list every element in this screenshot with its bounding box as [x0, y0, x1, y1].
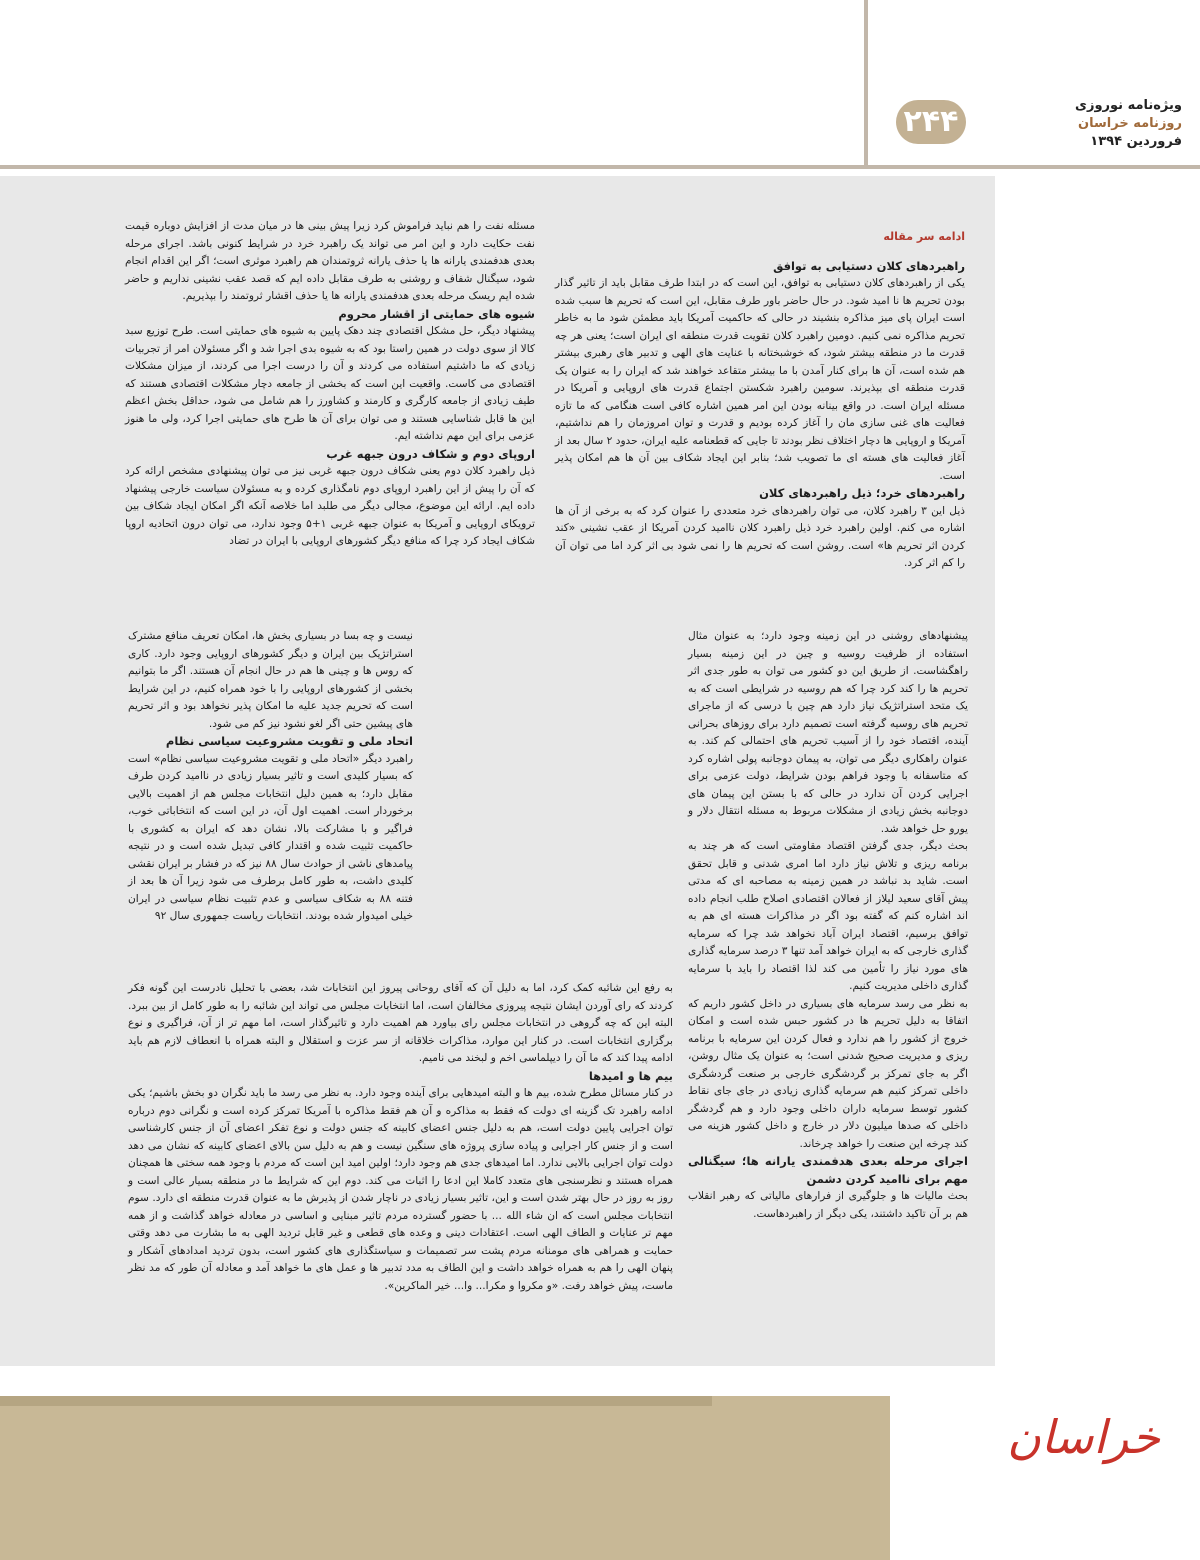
paragraph: در کنار مسائل مطرح شده، بیم ها و البته امیدهایی برای آینده وجود دارد. به نظر می رسد ما باید نگران دو بخش باشیم؛ یکی ادامه راهبرد تک گزینه ای دولت که فقط به مذاکره و آن هم فقط مذاکره با آمریکا تمرکز کرده است و نگرانی دوم درباره توان اجرایی پایین دولت است، هم به دلیل جنس اعضای کابینه که جنس دولت و نوع تفکر اعضای آن از جنس کارشناسی است و از جنس کار اجرایی و پیاده سازی پروژه های سنگین نیست و هم به دلیل سن بالای اعضای کابینه که نشان می دهد دولت توان اجرایی بالایی ندارد. اما امیدهای جدی هم وجود دارد؛ اولین امید این است که مردم با وجود همه سختی ها همچنان همراه هستند و نظرسنجی های متعدد کاملا این ادعا را اثبات می کند. دوم این که شرایط ما در منطقه بسیار عالی است و روز به روز در حال بهتر شدن است و این، تاثیر بسیار زیادی در ناچار شدن از پذیرش ما به عنوان قدرت منطقه ای دارد. سوم انتخابات مجلس است که ان شاء الله ... با حضور گسترده مردم تاثیر مبنایی و اساسی در معادله خواهد گذاشت و از همه مهم تر عنایات و الطاف الهی است. اعتقادات دینی و وعده های قطعی و غیر قابل تردید الهی به ما بشارت می دهد وقتی حمایت و همراهی های مومنانه مردم پشت سر تصمیمات و سیاستگذاری های کشور است، بدون تردید امدادهای آشکار و پنهان الهی را هم به همراه خواهد داشت و این الطاف به مدد تدبیر ها و عمل های ما خواهد آمد و معادله آن طور که مد نظر ماست، پیش خواهد رفت. «و مکروا و مکرا... وا... خیر الماکرین». — [128, 1087, 673, 1292]
section-heading: راهبردهای خرد؛ ذیل راهبردهای کلان — [759, 486, 965, 500]
footer-band — [0, 1396, 890, 1560]
newspaper-name: روزنامه خراسان — [1078, 116, 1182, 131]
paragraph: یکی از راهبردهای کلان دستیابی به توافق، این است که در ابتدا طرف مقابل باید از تاثیر گذار بودن تحریم ها نا امید شود. در حال حاضر باور طرف مقابل، این است که تحریم ها سبب شده است ایران پای میز مذاکره بنشیند در حالی که حاکمیت آمریکا باید مطمئن شود ما به خاطر تحریم مذاکره نمی کنیم. دومین راهبرد کلان تقویت قدرت منطقه ای ایران است؛ یعنی هر چه قدرت ما در منطقه بیشتر شود، که خوشبختانه با عنایت های الهی و تدبیر های رهبری بیشتر هم شده است، آن ها برای کنار آمدن با ما بیشتر متقاعد خواهند شد که ایران را به عنوان یک قدرت منطقه ای بپذیرند. سومین راهبرد شکستن اجتماع قدرت های اروپایی و آمریکا در مسئله ایران است. در واقع بینانه بودن این امر همین اشاره کافی است هنگامی که ما تازه فعالیت های غنی سازی مان را آغاز کرده بودیم و قدرت و توان امروزمان را هم نداشتیم، آمریکا و اروپایی ها دچار اختلاف نظر بودند تا جایی که قطعنامه علیه ایران، حدود ۲ سال بعد از آغاز فعالیت های هسته ای ما تصویب شد؛ بنابر این ایجاد شکاف بین آن ها هم امکان پذیر است. — [555, 277, 965, 482]
continuation-kicker: ادامه سر مقاله — [883, 230, 965, 243]
paragraph: راهبرد دیگر «اتحاد ملی و تقویت مشروعیت سیاسی نظام» است که بسیار کلیدی است و تاثیر بسیار زیادی در ناامید کردن طرف مقابل دارد؛ به همین دلیل انتخابات مجلس هم از اهمیت بالایی برخوردار است. اهمیت اول آن، در این است که انتخاباتی خوب، فراگیر و با مشارکت بالا، نشان دهد که ایران به کشوری با حاکمیت تثبیت شده و اقتدار کافی تبدیل شده است و در نتیجه پیامدهای ناشی از حوادث سال ۸۸ نیز که در فشار بر ایران نقشی کلیدی داشت، به طور کامل برطرف می شود زیرا آن ها بعد از فتنه ۸۸ به شکاف سیاسی و عدم تثبیت نظام سیاسی در ایران خیلی امیدوار شده بودند. انتخابات ریاست جمهوری سال ۹۲ — [128, 752, 413, 922]
column-bottom-left — [128, 980, 673, 1295]
paragraph: پیشنهادهای روشنی در این زمینه وجود دارد؛ به عنوان مثال استفاده از ظرفیت روسیه و چین در این زمینه بسیار راهگشاست. از طریق این دو کشور می توان به طور جدی اثر تحریم ها را کند کرد چرا که هم روسیه در شرایطی است که به یک متحد استراتژیک نیاز دارد هم چین با درسی که از ماجرای تحریم های روسیه گرفته است تصمیم دارد برای روزهای بحرانی آینده، اقتصاد خود را از آسیب تحریم های احتمالی کم کند. به عنوان راهکاری دیگر می توان، به پیمان دوجانبه پولی اشاره کرد که متاسفانه با وجود فراهم بودن شرایط، دولت عزمی برای اجرایی کردن آن ندارد در حالی که با بستن این پیمان های دوجانبه بخش زیادی از مشکلات مربوط به مسئله انتقال دلار و یورو حل خواهد شد. — [688, 630, 968, 835]
section-heading: اروپای دوم و شکاف درون جبهه غرب — [326, 446, 535, 461]
section-heading: بیم ها و امیدها — [588, 1068, 673, 1083]
paragraph: بحث مالیات ها و جلوگیری از فرارهای مالیاتی که رهبر انقلاب هم بر آن تاکید داشتند، یکی دیگر از راهبردهاست. — [688, 1190, 968, 1220]
paragraph: نیست و چه بسا در بسیاری بخش ها، امکان تعریف منافع مشترک استراتژیک بین ایران و دیگر کشورهای اروپایی وجود دارد. کاری که روس ها و چینی ها هم در حال انجام آن هستند. اگر ما بتوانیم بخشی از کشورهای اروپایی را با خود همراه کنیم، در این شرایط است که تحریم جدید علیه ما امکان پذیر نخواهد بود و اثر تحریم های پیشین حتی اگر لغو نشود نیز کم می شود. — [128, 630, 413, 730]
paragraph: به نظر می رسد سرمایه های بسیاری در داخل کشور داریم که اتفاقا به دلیل تحریم ها در کشور حبس شده است و امکان خروج از کشور را هم ندارد و فعال کردن این سرمایه با برنامه ریزی و مدیریت صحیح شدنی است؛ به عنوان یک مثال روشن، اگر به جای تمرکز بر گردشگری خارجی بر صنعت گردشگری داخلی تمرکز کنیم هم سرمایه گذاری زیادی در جای جای نقاط کشور توسط سرمایه داران داخلی وجود دارد و هم گردشگر داخلی که صدها میلیون دلار در خارج و داخل کشور هزینه می کند چرخه این صنعت را خواهد چرخاند. — [688, 997, 968, 1150]
column-right-middle — [688, 628, 968, 1223]
paragraph: پیشنهاد دیگر، حل مشکل اقتصادی چند دهک پایین به شیوه های حمایتی است. طرح توزیع سبد کالا از سوی دولت در همین راستا بود که به شیوه بدی اجرا شد و اگر مسئولان امر از تجربیات زیادی که ما داشتیم استفاده می کردند و آن را درست اجرا می کردند، از میزان مشکلات اقتصادی می کاست. واقعیت این است که بخشی از جامعه دچار مشکلات اقتصادی هستند که طیف زیادی از جامعه کارگری و کارمند و کشاورز را هم شامل می شود، حداقل بخش اعظم این ها قابل شناسایی هستند و می توان برای آن ها طرح های حمایتی اجرا کرد، ولی ما هنوز عزمی برای این مهم نداشته ایم. — [125, 325, 535, 442]
footer-shadow — [0, 1396, 712, 1406]
section-heading: اتحاد ملی و تقویت مشروعیت سیاسی نظام — [165, 734, 413, 748]
paragraph: مسئله نفت را هم نباید فراموش کرد زیرا پیش بینی ها در میان مدت از افزایش دوباره قیمت نفت حکایت دارد و این امر می تواند یک راهبرد خرد در شرایط کنونی باشد. اجرای مرحله بعدی هدفمندی یارانه ها یا حذف یارانه ثروتمندان هم راهبرد موثری است؛ اگر این اقدام انجام شود، سیگنال شفاف و روشنی به طرف مقابل داده ایم که قصد عقب نشینی نداریم و حاضر شده ایم ریسک مرحله بعدی هدفمندی یارانه ها یا حذف اقشار ثروتمند را بپذیریم. — [125, 220, 535, 302]
section-heading: شیوه های حمایتی از اقشار محروم — [338, 306, 535, 321]
issue-date: فروردین ۱۳۹۴ — [1090, 134, 1182, 149]
page-number: ۲۴۴ — [896, 100, 966, 144]
column-right-top — [555, 228, 965, 573]
newspaper-logo: خراسان — [1007, 1410, 1160, 1464]
paragraph: ذیل راهبرد کلان دوم یعنی شکاف درون جبهه غربی نیز می توان پیشنهادی مشخص ارائه کرد که آن را پیش از این راهبرد اروپای دوم نامگذاری کرده و به مسئولان سیاست خارجی پیشنهاد داده ایم. ارائه این موضوع، مجالی دیگر می طلبد اما خلاصه آنکه اگر امکان ایجاد شکاف بین ترویکای اروپایی و آمریکا به عنوان جبهه غربی ۱+۵ وجود ندارد، می توان درون اتحادیه اروپا شکاف ایجاد کرد چرا که منافع دیگر کشورهای اروپایی با ایران در تضاد — [125, 465, 536, 547]
paragraph: ذیل این ۳ راهبرد کلان، می توان راهبردهای خرد متعددی را عنوان کرد که به برخی از آن ها اشاره می کنم. اولین راهبرد خرد ذیل راهبرد کلان ناامید کردن آمریکا از عقب نشینی «کند کردن اثر تحریم ها» است. روشن است که تحریم ها را نمی شود بی اثر کرد اما می توان آن را کم اثر کرد. — [555, 504, 965, 569]
section-heading: اجرای مرحله بعدی هدفمندی یارانه ها؛ سیگنالی مهم برای ناامید کردن دشمن — [688, 1154, 968, 1186]
column-middle-left — [128, 628, 413, 926]
section-heading: راهبردهای کلان دستیابی به توافق — [773, 258, 965, 273]
column-left-top — [125, 218, 535, 551]
paragraph: بحث دیگر، جدی گرفتن اقتصاد مقاومتی است که هر چند به برنامه ریزی و تلاش نیاز دارد اما امری شدنی و قابل تحقق است. شاید بد نباشد در همین زمینه به مصاحبه ای که مدتی پیش آقای سعید لیلاز از فعالان اقتصادی اصلاح طلب انجام داده اند اشاره کنم که گفته بود اگر در مذاکرات هسته ای هم به توافق برسیم، اقتصاد ایران آباد نخواهد شد چرا که سرمایه گذاری خارجی که به ایران خواهد آمد تنها ۳ درصد سرمایه گذاری های مورد نیاز را تأمین می کند لذا اقتصاد را باید با سرمایه گذاری داخلی مدیریت کنیم. — [688, 840, 968, 992]
supplement-title: ویژه‌نامه نوروزی — [1075, 98, 1182, 113]
header-divider — [864, 0, 868, 165]
paragraph: به رفع این شائبه کمک کرد، اما به دلیل آن که آقای روحانی پیروز این انتخابات شد، بعضی با تحلیل نادرست این گونه فکر کردند که رای آوردن ایشان نتیجه پیروزی مخالفان است، اما انتخابات مجلس می تواند این شائبه را به طور کامل از بین ببرد. البته این که چه گروهی در انتخابات مجلس رای بیاورد هم اهمیت دارد و تاثیرگذار است، اما مهم تر از آن، فراگیری و نوع برگزاری انتخابات است. در کنار این موارد، مذاکرات خلاقانه از سر عزت و استقلال و البته همراه با انعطاف لازم هم باید ادامه پیدا کند که ما آن را دیپلماسی اخم و لبخند می نامیم. — [128, 982, 673, 1064]
